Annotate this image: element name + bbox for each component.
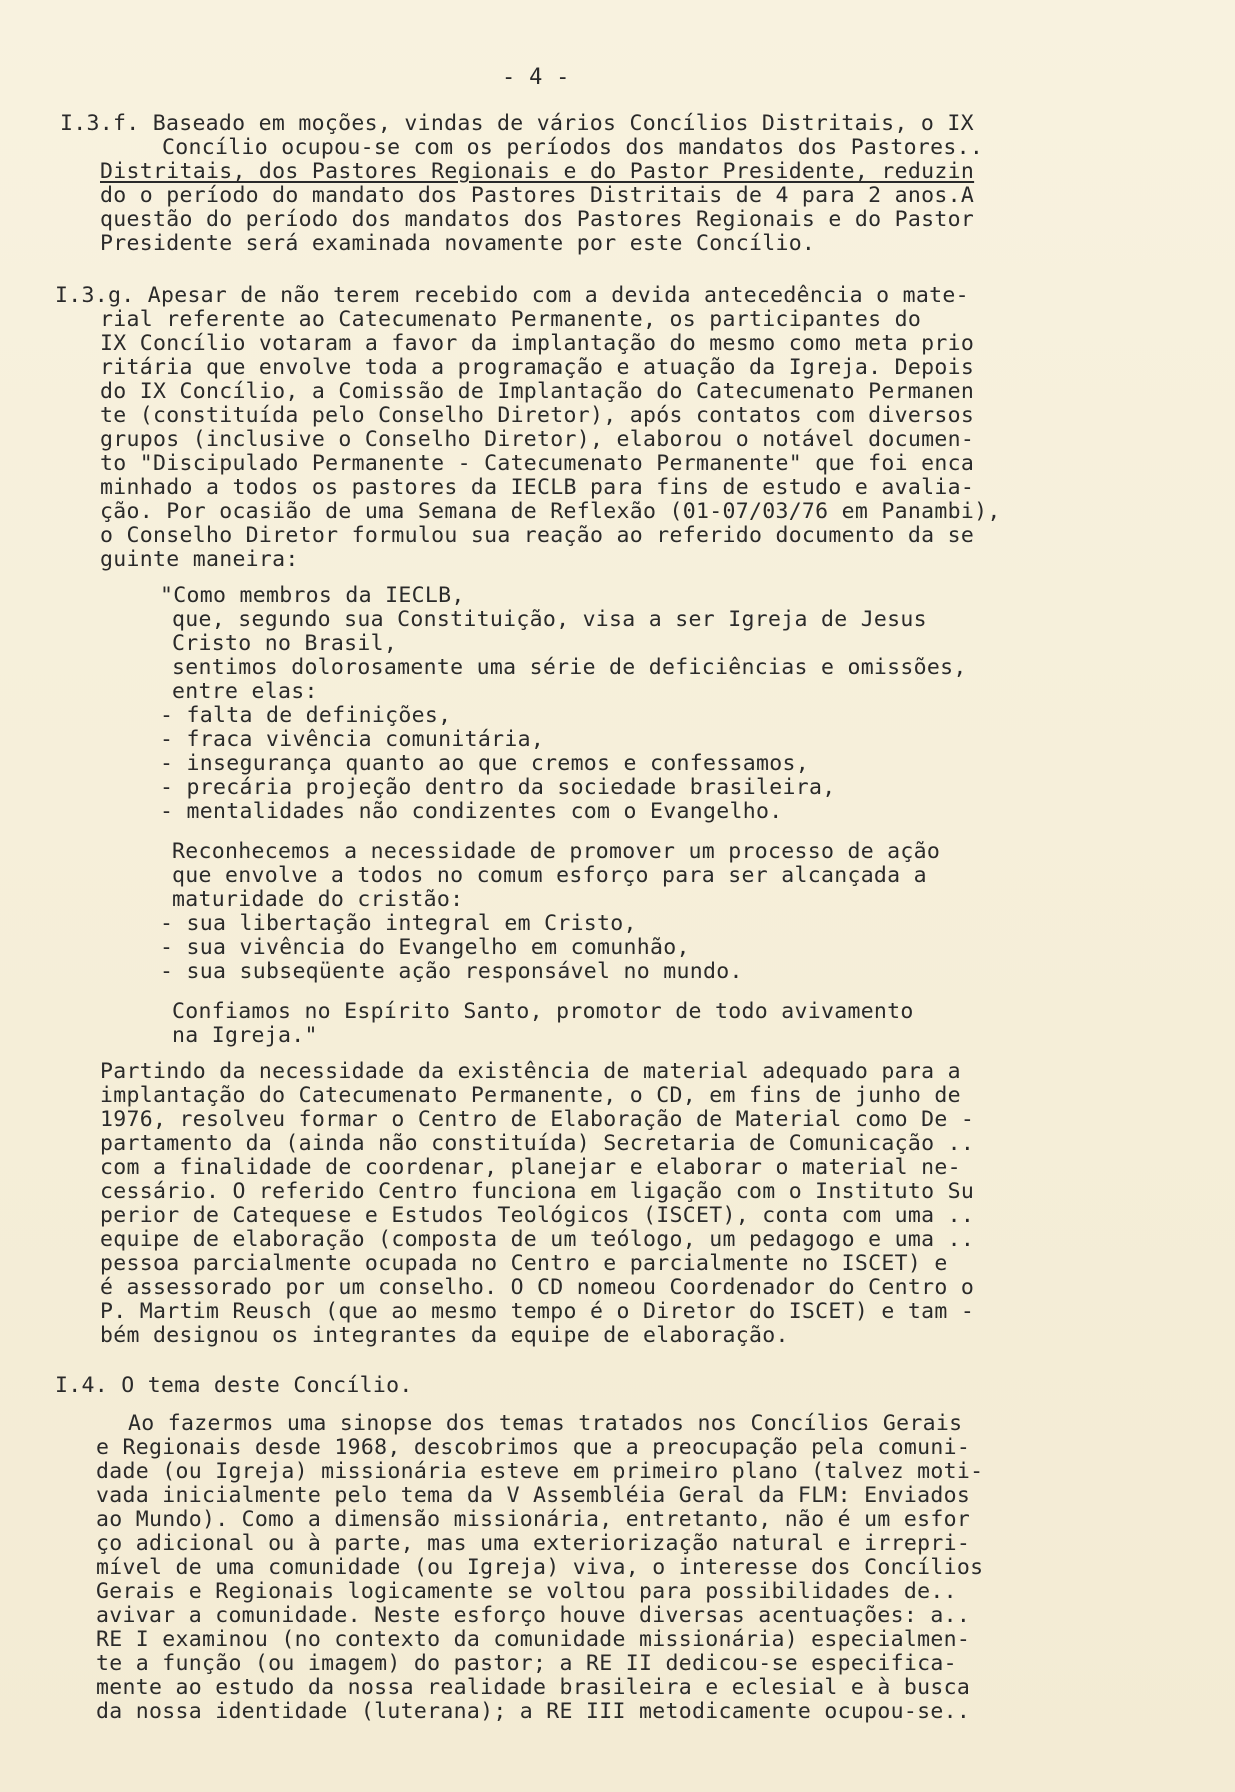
paragraph-line: perior de Catequese e Estudos Teológicos (ISCET), conta com uma .. <box>100 1203 975 1228</box>
quote-list-item: - insegurança quanto ao que cremos e confessamos, <box>160 751 809 776</box>
paragraph-line: RE I examinou (no contexto da comunidade missionária) especialmen- <box>96 1627 971 1652</box>
paragraph-line: Distritais, dos Pastores Regionais e do Pastor Presidente, reduzin <box>100 159 975 184</box>
quote-line: Cristo no Brasil, <box>172 631 398 656</box>
paragraph-line: minhado a todos os pastores da IECLB para fins de estudo e avalia- <box>100 475 975 500</box>
paragraph-line: te (constituída pelo Conselho Diretor), após contatos com diversos <box>100 403 975 428</box>
paragraph-line: bém designou os integrantes da equipe de elaboração. <box>100 1323 789 1348</box>
paragraph-line: do IX Concílio, a Comissão de Implantação do Catecumenato Permanen <box>100 379 975 404</box>
quote-line: que envolve a todos no comum esforço para ser alcançada a <box>172 863 927 888</box>
paragraph-line: Gerais e Regionais logicamente se voltou para possibilidades de.. <box>96 1579 957 1604</box>
paragraph-line: do o período do mandato dos Pastores Distritais de 4 para 2 anos.A <box>100 183 975 208</box>
paragraph-line: IX Concílio votaram a favor da implantação do mesmo como meta prio <box>100 331 975 356</box>
quote-list-item: - sua vivência do Evangelho em comunhão, <box>160 935 690 960</box>
paragraph-line: Concílio ocupou-se com os períodos dos mandatos dos Pastores.. <box>162 135 984 160</box>
paragraph-line: pessoa parcialmente ocupada no Centro e parcialmente no ISCET) e <box>100 1251 948 1276</box>
quote-line: sentimos dolorosamente uma série de deficiências e omissões, <box>172 655 967 680</box>
paragraph-line: te a função (ou imagem) do pastor; a RE II dedicou-se especifica- <box>96 1651 957 1676</box>
paragraph-line: e Regionais desde 1968, descobrimos que a preocupação pela comuni- <box>96 1435 971 1460</box>
paragraph-line: mente ao estudo da nossa realidade brasileira e eclesial e à busca <box>96 1675 971 1700</box>
quote-line: Reconhecemos a necessidade de promover um processo de ação <box>172 839 941 864</box>
paragraph-line: ritária que envolve toda a programação e atuação da Igreja. Depois <box>100 355 975 380</box>
paragraph-line: to "Discipulado Permanente - Catecumenato Permanente" que foi enca <box>100 451 975 476</box>
quote-list-item: - sua subseqüente ação responsável no mundo. <box>160 959 743 984</box>
paragraph-line: Partindo da necessidade da existência de material adequado para a <box>100 1059 961 1084</box>
paragraph-line: equipe de elaboração (composta de um teólogo, um pedagogo e uma .. <box>100 1227 975 1252</box>
paragraph-line: P. Martim Reusch (que ao mesmo tempo é o Diretor do ISCET) e tam - <box>100 1299 975 1324</box>
paragraph-line: Presidente será examinada novamente por este Concílio. <box>100 231 816 256</box>
quote-list-item: - sua libertação integral em Cristo, <box>160 911 637 936</box>
paragraph-line: mível de uma comunidade (ou Igreja) viva, o interesse dos Concílios <box>96 1555 984 1580</box>
paragraph-line: da nossa identidade (luterana); a RE III metodicamente ocupou-se.. <box>96 1699 971 1724</box>
paragraph-line: ço adicional ou à parte, mas uma exteriorização natural e irrepri- <box>96 1531 971 1556</box>
paragraph-line: dade (ou Igreja) missionária esteve em primeiro plano (talvez moti- <box>96 1459 984 1484</box>
quote-list-item: - precária projeção dentro da sociedade brasileira, <box>160 775 836 800</box>
paragraph-line: implantação do Catecumenato Permanente, o CD, em fins de junho de <box>100 1083 961 1108</box>
paragraph-line: cessário. O referido Centro funciona em ligação com o Instituto Su <box>100 1179 975 1204</box>
quote-line: "Como membros da IECLB, <box>160 583 465 608</box>
quote-line: na Igreja." <box>172 1023 318 1048</box>
paragraph-line: grupos (inclusive o Conselho Diretor), elaborou o notável documen- <box>100 427 975 452</box>
paragraph-line: I.3.f. Baseado em moções, vindas de vários Concílios Distritais, o IX <box>60 111 974 136</box>
paragraph-line: o Conselho Diretor formulou sua reação ao referido documento da se <box>100 523 975 548</box>
quote-line: que, segundo sua Constituição, visa a ser Igreja de Jesus <box>172 607 927 632</box>
paragraph-line: ao Mundo). Como a dimensão missionária, entretanto, não é um esfor <box>96 1507 971 1532</box>
paragraph-line: com a finalidade de coordenar, planejar e elaborar o material ne- <box>100 1155 961 1180</box>
quote-line: maturidade do cristão: <box>172 887 464 912</box>
paragraph-line: é assessorado por um conselho. O CD nomeou Coordenador do Centro o <box>100 1275 975 1300</box>
paragraph-line: guinte maneira: <box>100 547 299 572</box>
paragraph-line: 1976, resolveu formar o Centro de Elaboração de Material como De - <box>100 1107 975 1132</box>
paragraph-line: I.3.g. Apesar de não terem recebido com a devida antecedência o mate- <box>55 283 969 308</box>
quote-list-item: - mentalidades não condizentes com o Evangelho. <box>160 799 783 824</box>
section-heading: I.4. O tema deste Concílio. <box>55 1373 413 1398</box>
quote-list-item: - falta de definições, <box>160 703 452 728</box>
paragraph-line: questão do período dos mandatos dos Pastores Regionais e do Pastor <box>100 207 975 232</box>
quote-line: entre elas: <box>172 679 318 704</box>
quote-list-item: - fraca vivência comunitária, <box>160 727 545 752</box>
paragraph-line: ção. Por ocasião de uma Semana de Reflexão (01-07/03/76 em Panambi), <box>100 499 1001 524</box>
paragraph-line: partamento da (ainda não constituída) Secretaria de Comunicação .. <box>100 1131 975 1156</box>
paragraph-line: Ao fazermos uma sinopse dos temas tratados nos Concílios Gerais <box>128 1411 963 1436</box>
page-number: - 4 - <box>502 65 570 90</box>
paragraph-line: vada inicialmente pelo tema da V Assembléia Geral da FLM: Enviados <box>96 1483 971 1508</box>
quote-line: Confiamos no Espírito Santo, promotor de todo avivamento <box>172 999 914 1024</box>
paragraph-line: rial referente ao Catecumenato Permanente, os participantes do <box>100 307 922 332</box>
paragraph-line: avivar a comunidade. Neste esforço houve diversas acentuações: a.. <box>96 1603 971 1628</box>
